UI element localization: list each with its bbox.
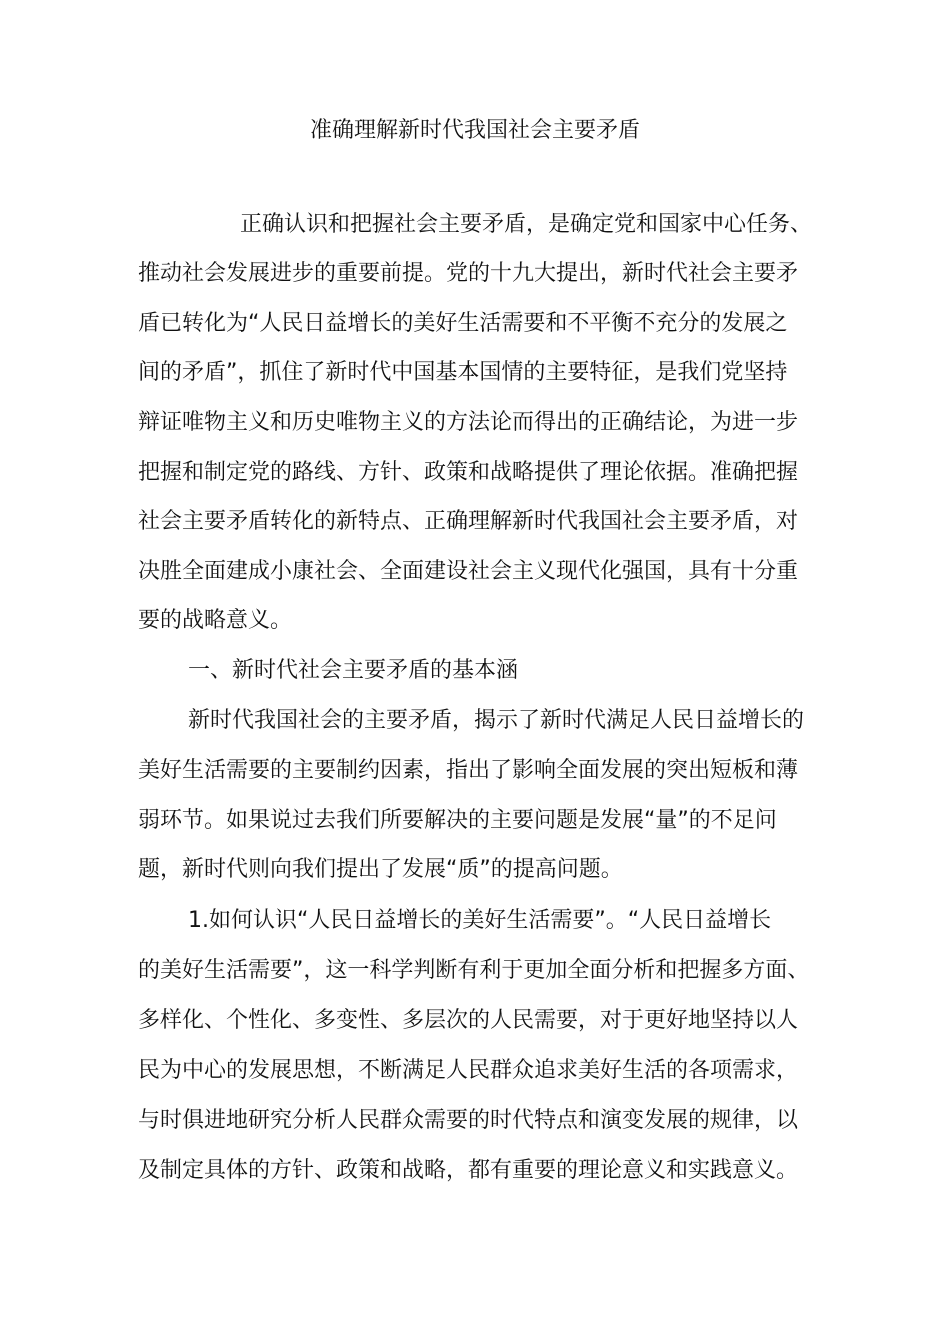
- paragraph-line: 推动社会发展进步的重要前提。党的十九大提出，新时代社会主要矛: [138, 261, 799, 286]
- paragraph-line: 正确认识和把握社会主要矛盾，是确定党和国家中心任务、: [240, 212, 813, 237]
- paragraph-line: 要的战略意义。: [138, 608, 293, 633]
- paragraph-line: 的美好生活需要”，这一科学判断有利于更加全面分析和把握多方面、: [138, 958, 810, 983]
- paragraph-line: 间的矛盾”，抓住了新时代中国基本国情的主要特征，是我们党坚持: [138, 360, 788, 385]
- paragraph-line: 盾已转化为“人民日益增长的美好生活需要和不平衡不充分的发展之: [138, 311, 788, 336]
- paragraph-line: 把握和制定党的路线、方针、政策和战略提供了理论依据。准确把握: [138, 460, 799, 485]
- paragraph-line: 社会主要矛盾转化的新特点、正确理解新时代我国社会主要矛盾，对: [138, 509, 799, 534]
- paragraph-line: 与时俱进地研究分析人民群众需要的时代特点和演变发展的规律，以: [138, 1108, 799, 1133]
- paragraph-line: 及制定具体的方针、政策和战略，都有重要的理论意义和实践意义。: [138, 1158, 799, 1183]
- paragraph-line: 弱环节。如果说过去我们所要解决的主要问题是发展“量”的不足问: [138, 808, 777, 833]
- section-heading: 一、新时代社会主要矛盾的基本涵: [188, 658, 519, 683]
- paragraph-line: 题，新时代则向我们提出了发展“质”的提高问题。: [138, 857, 623, 882]
- paragraph-line: 民为中心的发展思想，不断满足人民群众追求美好生活的各项需求，: [138, 1058, 799, 1083]
- document-title: 准确理解新时代我国社会主要矛盾: [309, 118, 640, 143]
- paragraph-line: 1.如何认识“人民日益增长的美好生活需要”。“人民日益增长: [188, 908, 772, 933]
- paragraph-line: 多样化、个性化、多变性、多层次的人民需要，对于更好地坚持以人: [138, 1008, 799, 1033]
- paragraph-line: 新时代我国社会的主要矛盾，揭示了新时代满足人民日益增长的: [188, 708, 805, 733]
- paragraph-line: 美好生活需要的主要制约因素，指出了影响全面发展的突出短板和薄: [138, 758, 799, 783]
- paragraph-line: 辩证唯物主义和历史唯物主义的方法论而得出的正确结论，为进一步: [138, 410, 799, 435]
- paragraph-line: 决胜全面建成小康社会、全面建设社会主义现代化强国，具有十分重: [138, 559, 799, 584]
